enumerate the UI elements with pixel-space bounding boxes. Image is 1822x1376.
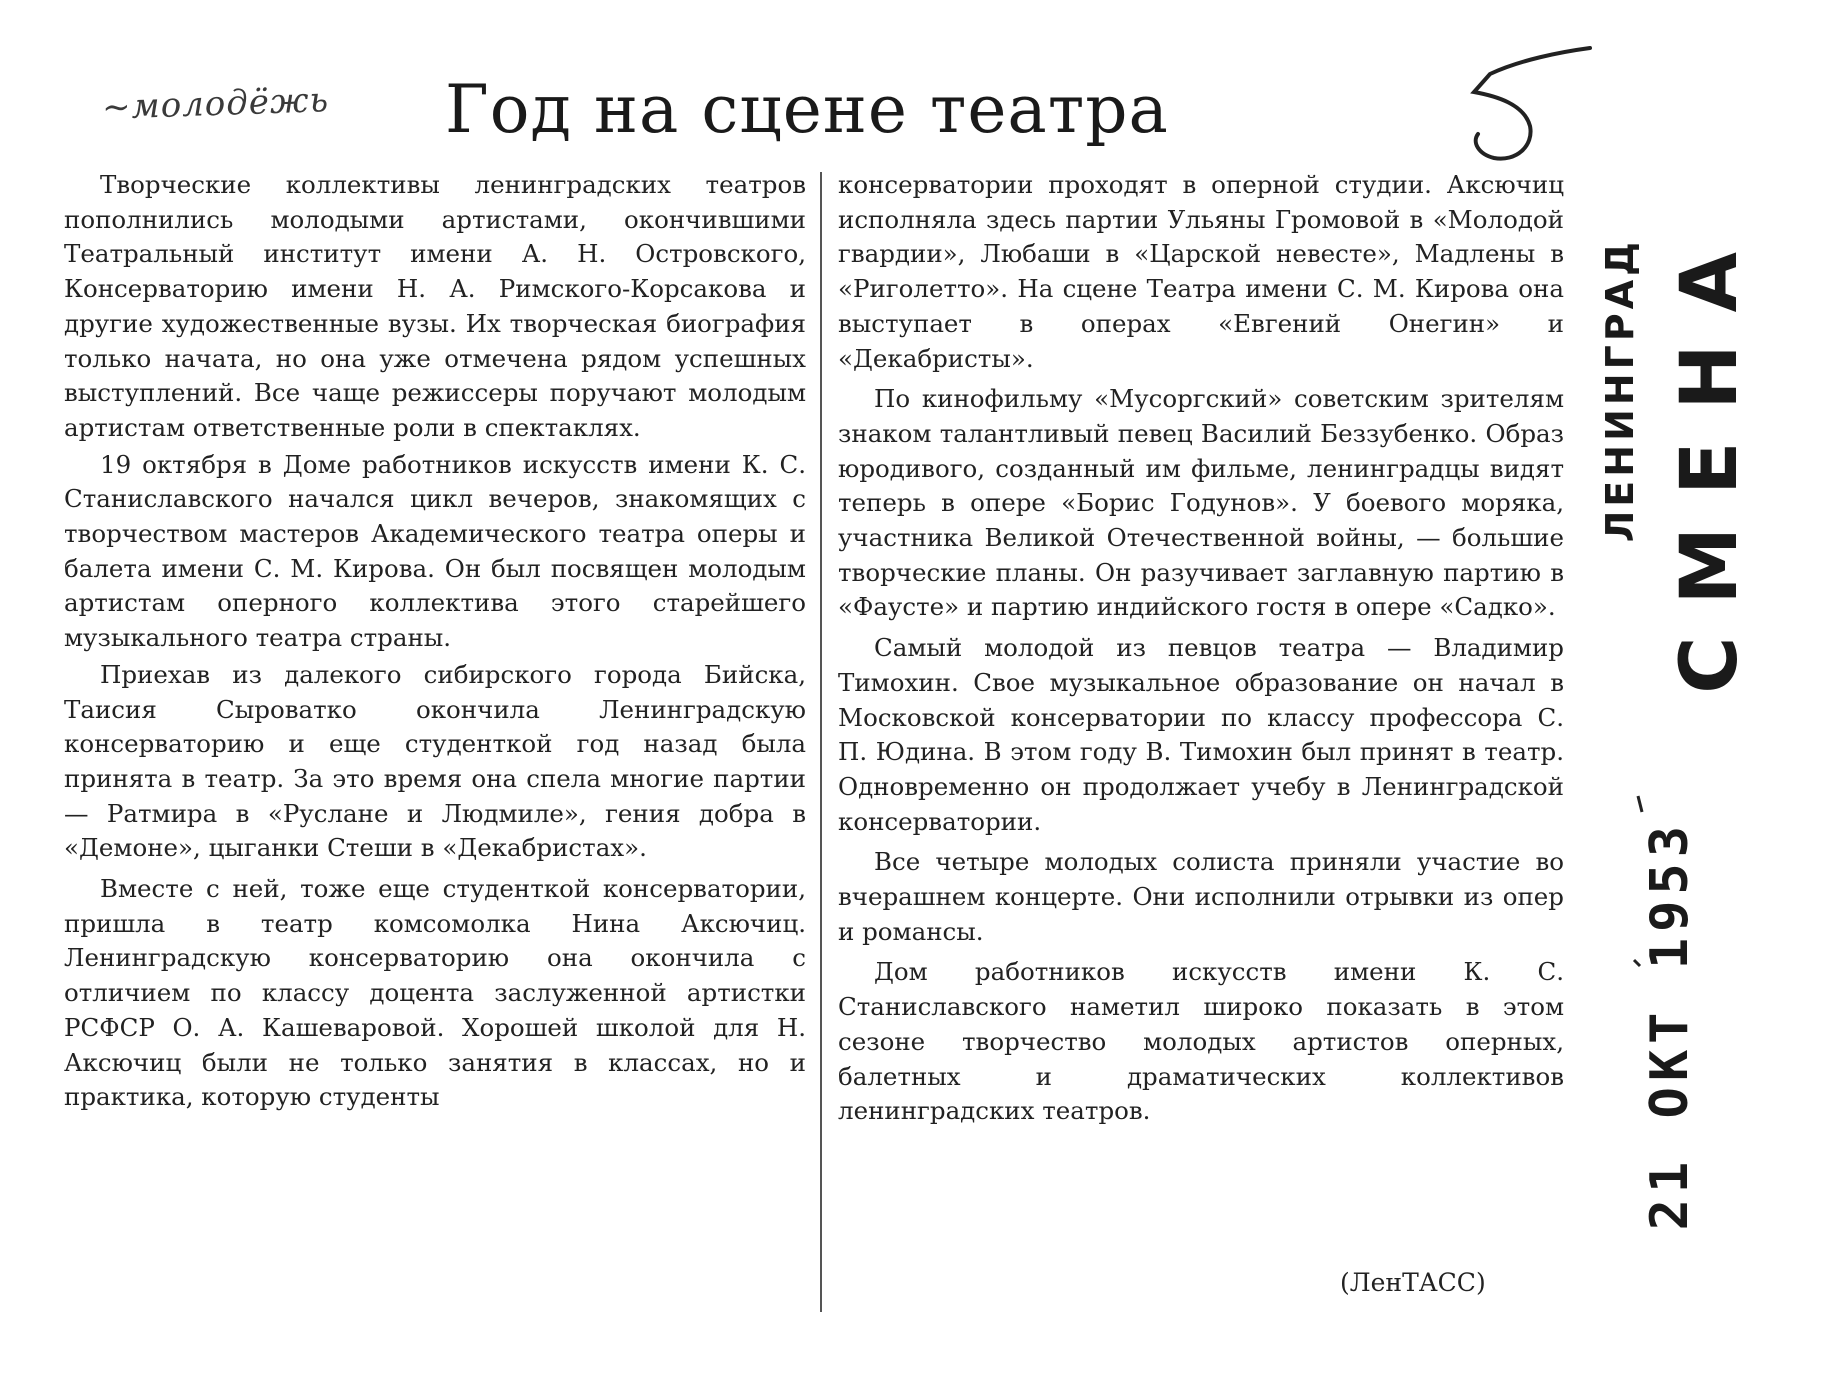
masthead-title: СМЕНА [1665,220,1755,694]
paragraph: Творческие коллективы ленинградских театров пополнились молодыми артистами, окончившими Театральный институт имени А. Н. Островского, Консерваторию имени Н. А. Римского-Корсакова и другие художественные вузы. Их творческая биография только начата, но она уже отмечена рядом успешных выступлений. Все чаще режиссеры поручают молодым артистам ответственные роли в спектаклях. [64,170,806,442]
paragraph: Все четыре молодых солиста приняли участие во вчерашнем концерте. Они исполнили отрывки из опер и романсы. [838,847,1564,946]
news-agency-credit: (ЛенТАСС) [1340,1268,1486,1297]
paragraph: Самый молодой из певцов театра — Владимир Тимохин. Свое музыкальное образование он начал в Московской консерватории по классу профессора С. П. Юдина. В этом году В. Тимохин был принят в театр. Одновременно он продолжает учебу в Ленинградской консерватории. [838,633,1564,836]
article-right-column [838,168,1564,1131]
paragraph: 19 октября в Доме работников искусств имени К. С. Станиславского начался цикл вечеров, знакомящих с творчеством мастеров Академического театра оперы и балета имени С. М. Кирова. Он был посвящен молодым артистам оперного коллектива этого старейшего музыкального театра страны. [64,449,806,653]
paragraph: Дом работников искусств имени К. С. Станиславского наметил широко показать в этом сезоне творчество молодых артистов оперных, балетных и драматических коллективов ленинградских театров. [838,957,1564,1126]
paragraph-continuation: консерватории проходят в оперной студии. Аксючиц исполняла здесь партии Ульяны Громовой в «Молодой гвардии», Любаши в «Царской невесте», Мадлены в «Риголетто». На сцене Театра имени С. М. Кирова она выступает в операх «Евгений Онегин» и «Декабристы». [838,170,1564,373]
date-stamp: 21 ОКТ 1953 [1640,820,1700,1231]
article-left-column [64,168,806,1117]
handwritten-page-number [1450,30,1600,170]
column-divider [820,172,822,1312]
handwritten-note: ~молодёжь [101,80,330,128]
masthead-city: ЛЕНИНГРАД [1598,238,1642,543]
article-headline: Год на сцене театра [445,71,1169,148]
paragraph: По кинофильму «Мусоргский» советским зрителям знаком талантливый певец Василий Беззубенко. Образ юродивого, созданный им фильме, ленинградцы видят теперь в опере «Борис Годунов». У боевого моряка, участника Великой Отечественной войны, — большие творческие планы. Он разучивает заглавную партию в «Фаусте» и партию индийского гостя в опере «Садко». [838,384,1564,622]
paragraph: Приехав из далекого сибирского города Бийска, Таисия Сыроватко окончила Ленинградскую консерваторию и еще студенткой год назад была принята в театр. За это время она спела многие партии — Ратмира в «Руслане и Людмиле», гения добра в «Демоне», цыганки Стеши в «Декабристах». [64,659,806,863]
paragraph: Вместе с ней, тоже еще студенткой консерватории, пришла в театр комсомолка Нина Аксючиц. Ленинградскую консерваторию она окончила с отличием по классу доцента заслуженной артистки РСФСР О. А. Кашеваровой. Хорошей школой для Н. Аксючиц были не только занятия в классах, но и практика, которую студенты [64,874,806,1112]
